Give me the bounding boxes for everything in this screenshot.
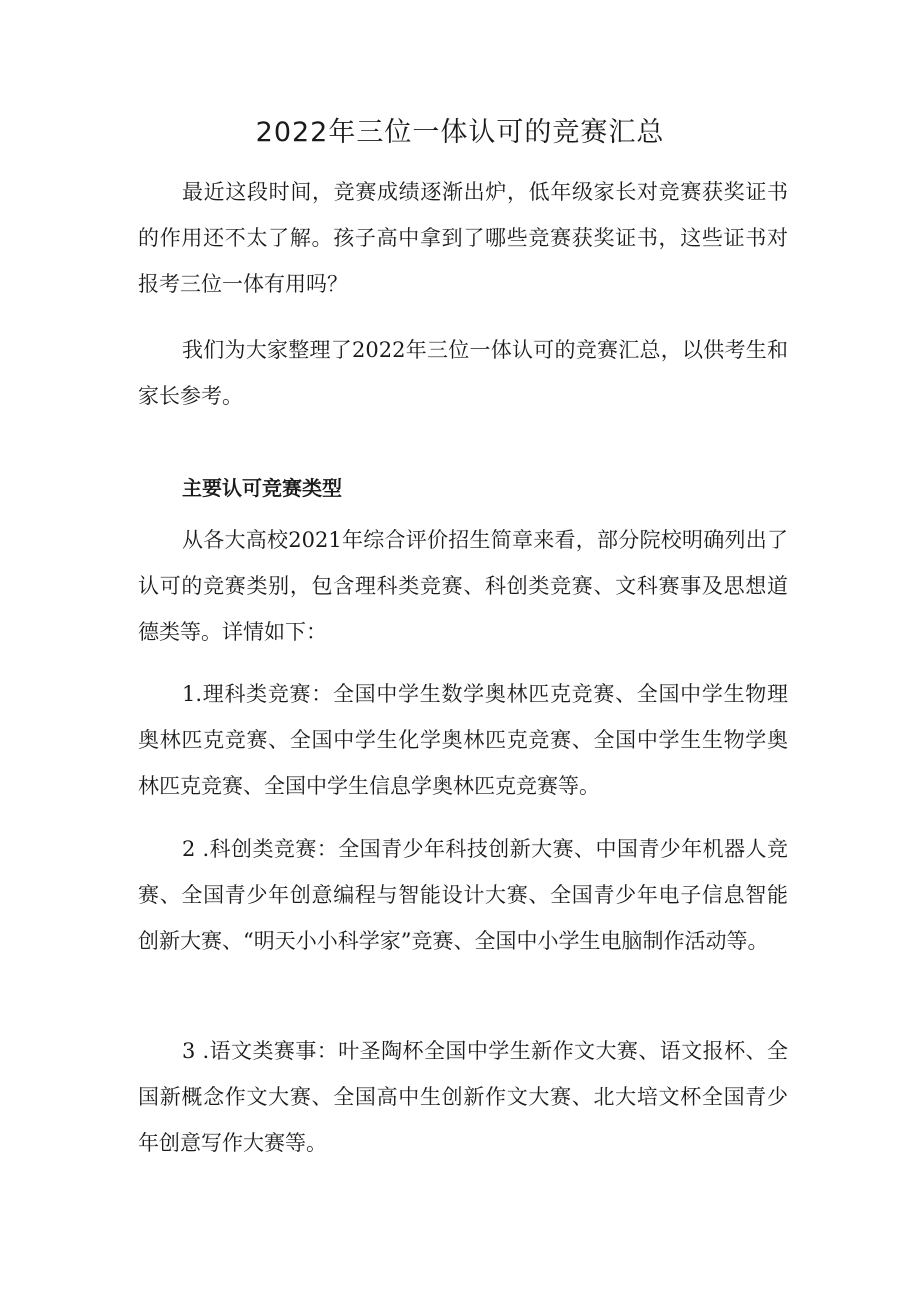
section-paragraph-science: 1.理科类竞赛：全国中学生数学奥林匹克竞赛、全国中学生物理奥林匹克竞赛、全国中学生化学奥林匹克竞赛、全国中学生生物学奥林匹克竞赛、全国中学生信息学奥林匹克竞赛等。	[138, 682, 788, 798]
document-title: 2022年三位一体认可的竞赛汇总	[255, 117, 665, 148]
section-paragraph-overview: 从各大高校2021年综合评价招生简章来看，部分院校明确列出了认可的竞赛类别，包含理科类竞赛、科创类竞赛、文科赛事及思想道德类等。详情如下：	[138, 528, 788, 644]
intro-paragraph-2: 我们为大家整理了2022年三位一体认可的竞赛汇总，以供考生和家长参考。	[138, 338, 788, 408]
intro-paragraph-1: 最近这段时间，竞赛成绩逐渐出炉，低年级家长对竞赛获奖证书的作用还不太了解。孩子高中拿到了哪些竞赛获奖证书，这些证书对报考三位一体有用吗？	[138, 180, 788, 296]
section-paragraph-tech: 2 .科创类竞赛：全国青少年科技创新大赛、中国青少年机器人竞赛、全国青少年创意编程与智能设计大赛、全国青少年电子信息智能创新大赛、“明天小小科学家”竞赛、全国中小学生电脑制作活动等。	[138, 837, 788, 953]
section-heading: 主要认可竞赛类型	[182, 476, 342, 500]
section-paragraph-literature: 3 .语文类赛事：叶圣陶杯全国中学生新作文大赛、语文报杯、全国新概念作文大赛、全国高中生创新作文大赛、北大培文杯全国青少年创意写作大赛等。	[138, 1039, 788, 1155]
